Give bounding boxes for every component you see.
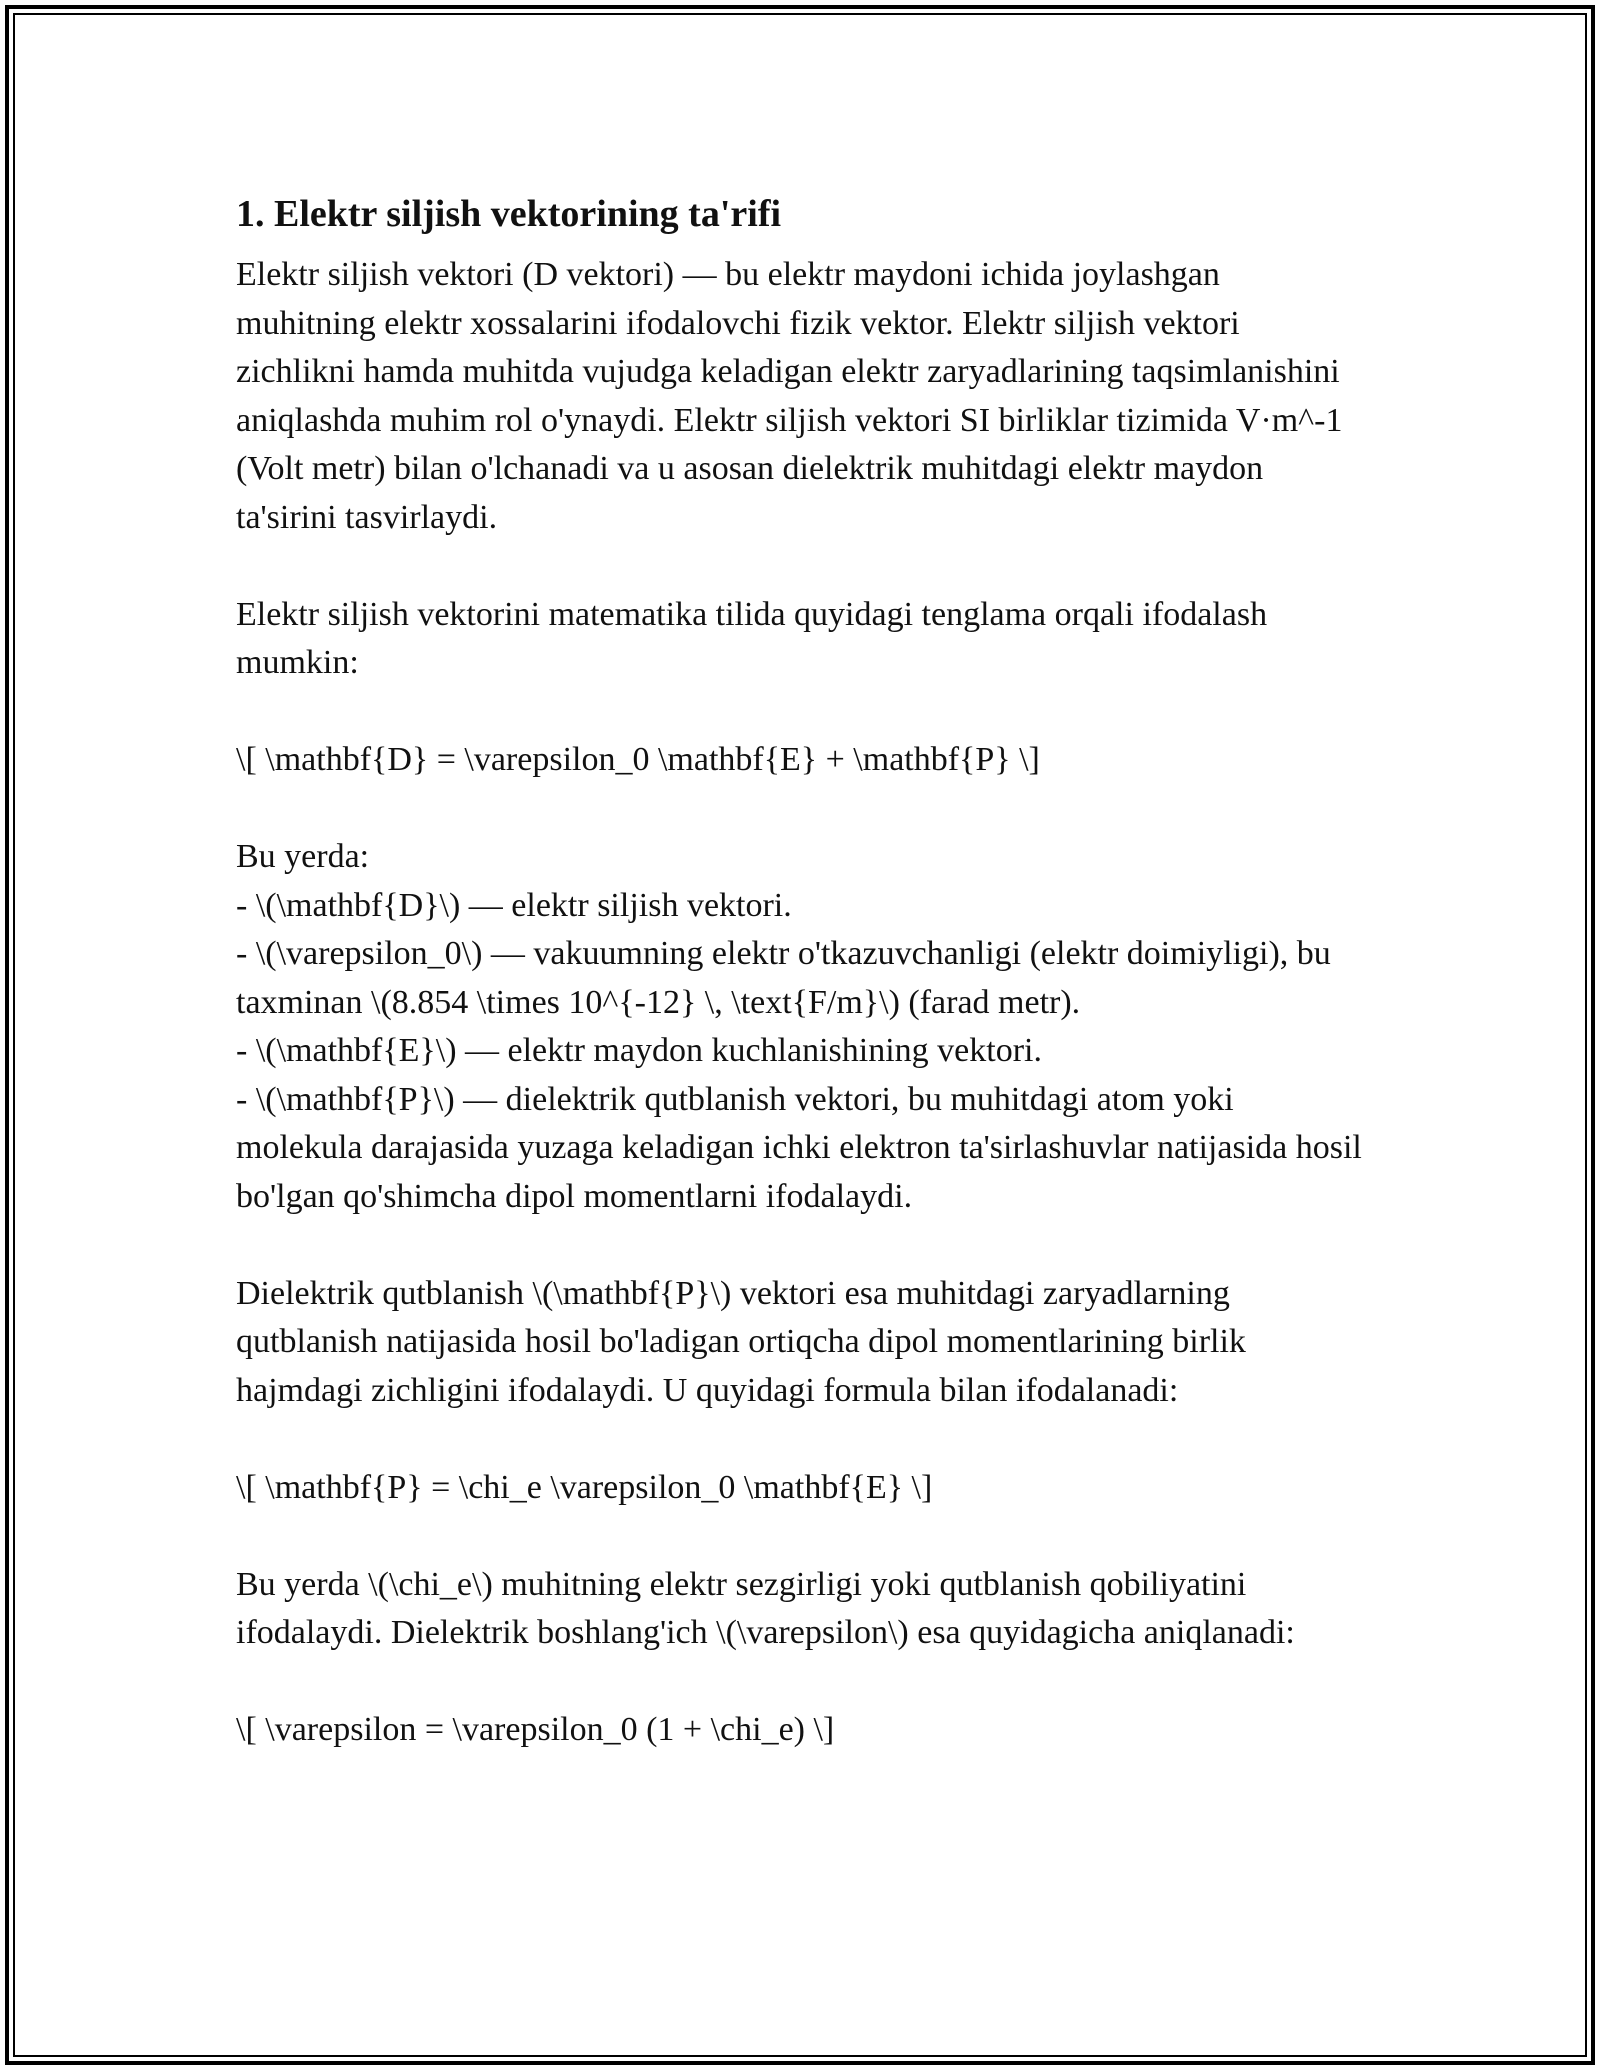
spacer [236, 1221, 1366, 1270]
spacer [236, 1658, 1366, 1707]
spacer [236, 542, 1366, 591]
term-list [236, 882, 1366, 1222]
list-item: - \(\varepsilon_0\) — vakuumning elektr o'tkazuvchanligi (elektr doimiyligi), bu taxminan \(8.854 \times 10^{-12} \, \text{F/m}\) (farad metr). [236, 935, 1331, 1021]
list-intro: Bu yerda: [236, 838, 370, 875]
section-heading: 1. Elektr siljish vektorining ta'rifi [236, 193, 782, 235]
susceptibility-paragraph: Bu yerda \(\chi_e\) muhitning elektr sezgirligi yoki qutblanish qobiliyatini ifodalaydi. Dielektrik boshlang'ich \(\varepsilon\) esa quyidagicha aniqlanadi: [236, 1565, 1295, 1651]
permittivity-formula: \[ \varepsilon = \varepsilon_0 (1 + \chi_e) \] [236, 1711, 835, 1748]
equation-intro-paragraph: Elektr siljish vektorini matematika tilida quyidagi tenglama orqali ifodalash mumkin: [236, 595, 1268, 681]
polarization-paragraph: Dielektrik qutblanish \(\mathbf{P}\) vektori esa muhitdagi zaryadlarning qutblanish natijasida hosil bo'ladigan ortiqcha dipol momentlarining birlik hajmdagi zichligini ifodalaydi. U quyidagi formula bilan ifodalanadi: [236, 1274, 1246, 1409]
document-body [236, 184, 1366, 1755]
definition-paragraph: Elektr siljish vektori (D vektori) — bu elektr maydoni ichida joylashgan muhitning elektr xossalarini ifodalovchi fizik vektor. Elektr siljish vektori zichlikni hamda muhitda vujudga keladigan elektr zaryadlarining taqsimlanishini aniqlashda muhim rol o'ynaydi. Elektr siljish vektori SI birliklar tizimida V·m^-1 (Volt metr) bilan o'lchanadi va u asosan dielektrik muhitdagi elektr maydon ta'sirini tasvirlaydi. [236, 256, 1343, 536]
spacer [236, 1415, 1366, 1464]
polarization-formula: \[ \mathbf{P} = \chi_e \varepsilon_0 \mathbf{E} \] [236, 1468, 933, 1506]
spacer [236, 785, 1366, 834]
list-item: - \(\mathbf{P}\) — dielektrik qutblanish vektori, bu muhitdagi atom yoki molekula darajasida yuzaga keladigan ichki elektron ta'sirlashuvlar natijasida hosil bo'lgan qo'shimcha dipol momentlarni ifodalaydi. [236, 1080, 1362, 1215]
spacer [236, 1512, 1366, 1561]
spacer [236, 688, 1366, 737]
list-item: - \(\mathbf{E}\) — elektr maydon kuchlanishining vektori. [236, 1032, 1042, 1069]
displacement-formula: \[ \mathbf{D} = \varepsilon_0 \mathbf{E} + \mathbf{P} \] [236, 741, 1040, 778]
list-item: - \(\mathbf{D}\) — elektr siljish vektori. [236, 886, 792, 924]
